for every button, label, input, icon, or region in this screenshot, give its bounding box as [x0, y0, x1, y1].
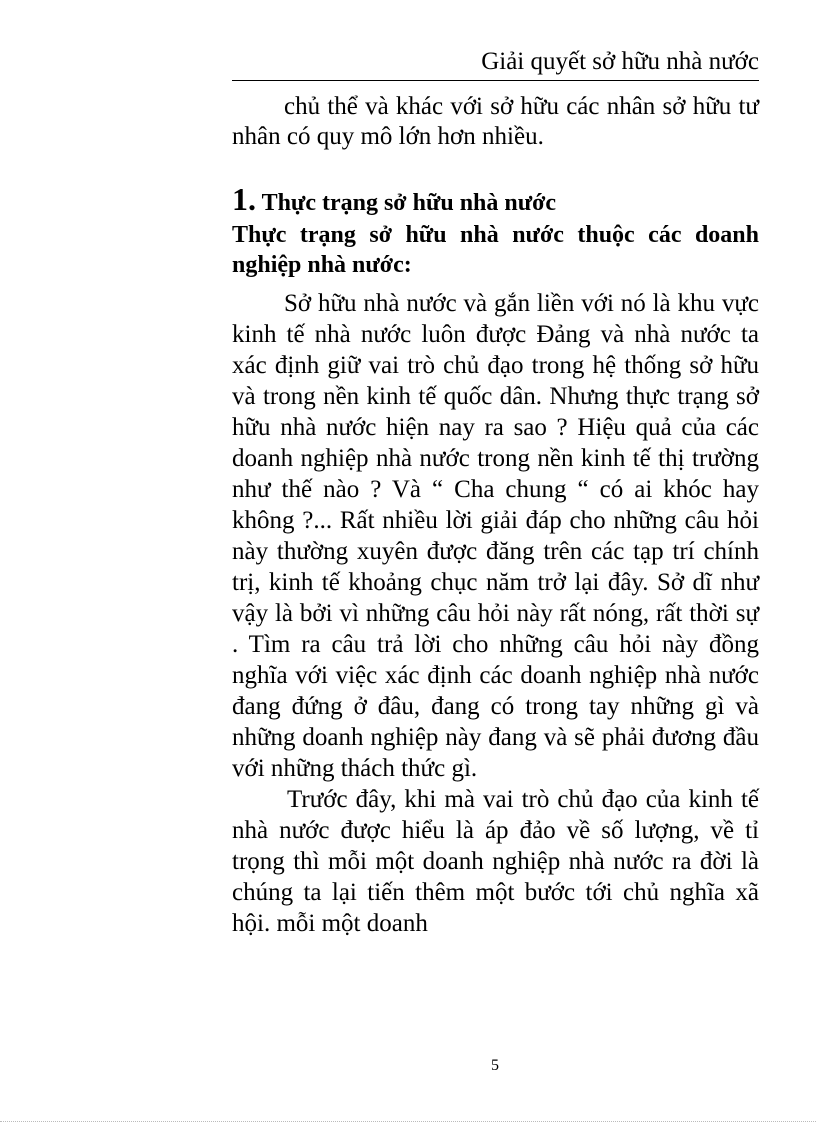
body-paragraph-2: Trước đây, khi mà vai trò chủ đạo của kinh tế nhà nước được hiểu là áp đảo về số lượng, về tỉ trọng thì mỗi một doanh nghiệp nhà nước ra đời là chúng ta lại tiến thêm một bước tới chủ nghĩa xã hội. mỗi một doanh — [232, 786, 759, 937]
running-header: Giải quyết sở hữu nhà nước — [481, 48, 759, 75]
page-content — [232, 92, 759, 939]
page-number: 5 — [491, 1057, 499, 1074]
footer-rule — [0, 1121, 816, 1122]
intro-paragraph: chủ thể và khác với sở hữu các nhân sở hữu tư nhân có quy mô lớn hơn nhiều. — [232, 93, 759, 150]
section-subtitle: Thực trạng sở hữu nhà nước thuộc các doanh nghiệp nhà nước: — [232, 222, 759, 278]
section-number: 1. — [232, 181, 256, 217]
section-title: Thực trạng sở hữu nhà nước — [256, 190, 557, 216]
section-heading — [232, 182, 759, 220]
header-rule — [232, 80, 759, 81]
body-paragraph-1: Sở hữu nhà nước và gắn liền với nó là khu vực kinh tế nhà nước luôn được Đảng và nhà nước ta xác định giữ vai trò chủ đạo trong hệ thống sở hữu và trong nền kinh tế quốc dân. Nhưng thực trạng sở hữu nhà nước hiện nay ra sao ? Hiệu quả của các doanh nghiệp nhà nước trong nền kinh tế thị trường như thế nào ? Và “ Cha chung “ có ai khóc hay không ?... Rất nhiều lời giải đáp cho những câu hỏi này thường xuyên được đăng trên các tạp trí chính trị, kinh tế khoảng chục năm trở lại đây. Sở dĩ như vậy là bởi vì những câu hỏi này rất nóng, rất thời sự . Tìm ra câu trả lời cho những câu hỏi này đồng nghĩa với việc xác định các doanh nghiệp nhà nước đang đứng ở đâu, đang có trong tay những gì và những doanh nghiệp này đang và sẽ phải đương đầu với những thách thức gì. — [232, 290, 759, 782]
